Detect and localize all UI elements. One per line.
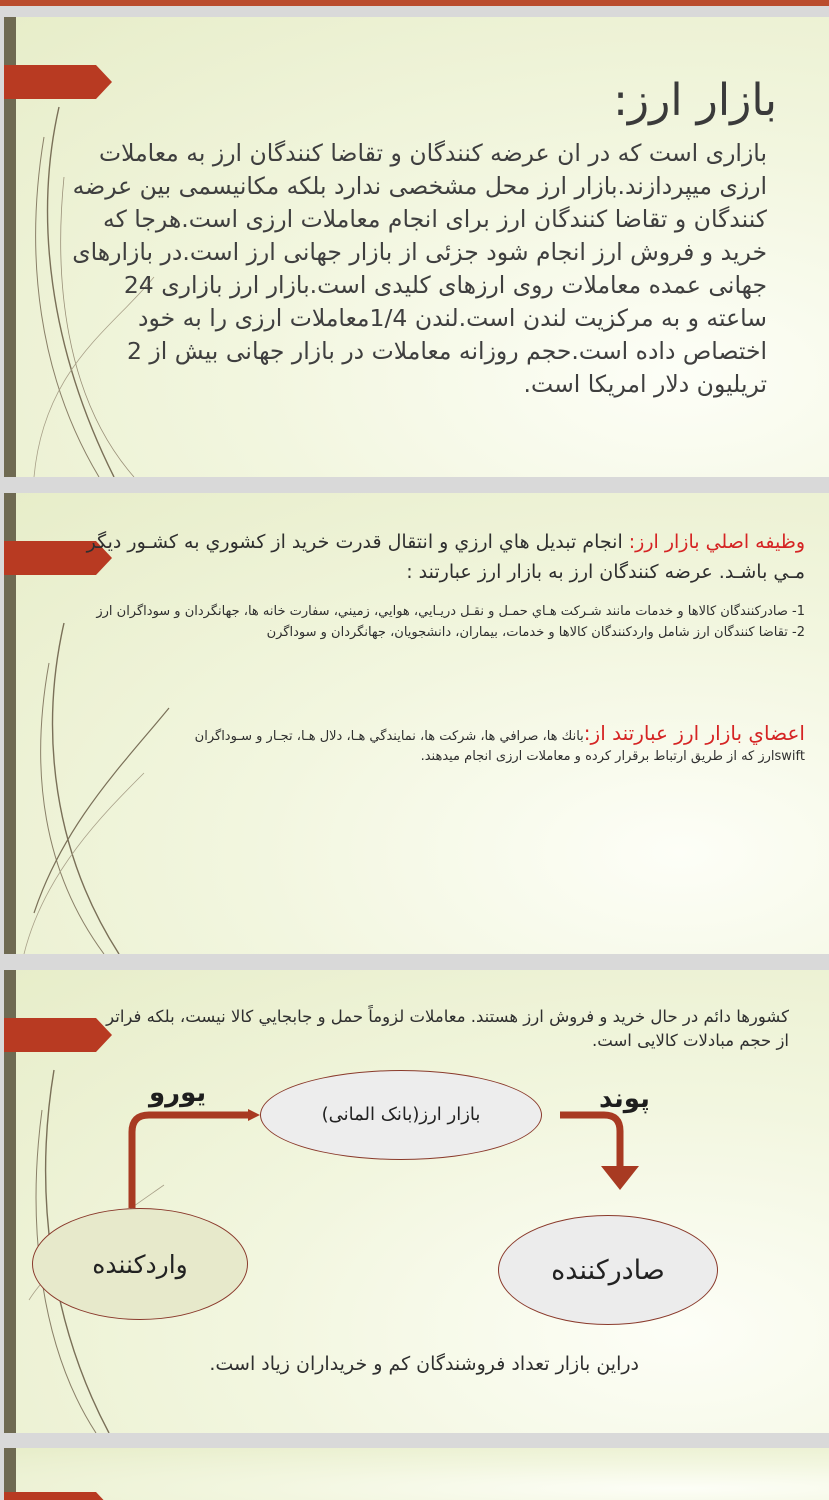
slide-title: بازار ارز:	[613, 75, 777, 126]
pound-label: پوند	[599, 1084, 650, 1114]
title-arrow-marker	[4, 65, 114, 99]
title-arrow-marker	[4, 1492, 114, 1500]
slide-3	[4, 970, 829, 1433]
list-item: 1- صادركنندگان كالاها و خدمات مانند شـركت هـاي حمـل و نقـل دريـايي، هوايي، زميني، سفارت خانه ها، جهانگردان و سوداگران ارز	[96, 604, 805, 619]
euro-label: یورو	[149, 1078, 207, 1108]
members-text-2: swiftارز که از طریق ارتباط برقرار کرده و معاملات ارزی انجام میدهند.	[420, 749, 805, 764]
supply-demand-list	[82, 601, 805, 643]
main-function-paragraph	[76, 527, 805, 587]
members-label: اعضاي بازار ارز عبارتند از:	[583, 721, 805, 745]
slide-4	[4, 1448, 829, 1500]
main-function-label: وظيفه اصلي بازار ارز:	[628, 531, 805, 553]
main-function-text: انجام تبديل هاي ارزي و انتقال قدرت خريد از كشوري به كشـور ديگر مـي باشـد. عرضه کنندگان ارز به بازار ارز عبارتند :	[86, 531, 805, 583]
intro-text: کشورها دائم در حال خرید و فروش ارز هستند. معاملات لزوماً حمل و جابجايي كالا نيست، بلكه فراتر از حجم مبادلات كالايی است.	[106, 1007, 789, 1050]
currency-market-bank-node: بازار ارز(بانک المانی)	[260, 1070, 542, 1160]
members-paragraph	[78, 723, 805, 767]
conclusion-text: دراین بازار تعداد فروشندگان کم و خریداران زیاد است.	[209, 1353, 639, 1375]
list-item: 2- تقاضا کنندگان ارز شامل واردكنندگان كالاها و خدمات، بيماران، دانشجويان، جهانگردان و سوداگرن	[266, 625, 805, 640]
top-accent-bar	[0, 0, 829, 6]
exporter-node: صادرکننده	[498, 1215, 718, 1325]
members-text: بانك ها، صرافي ها، شركت ها، نمايندگي هـا، دلال هـا، تجـار و سـوداگران	[194, 729, 584, 744]
slide-1	[4, 17, 829, 477]
slide-2	[4, 493, 829, 954]
importer-node: واردکننده	[32, 1208, 248, 1320]
slide-body-text: بازاری است که در ان عرضه کنندگان و تقاضا کنندگان ارز به معاملات ارزی میپردازند.بازار ارز محل مشخصی ندارد بلکه مکانیسمی بین عرضه کنندگان و تقاضا کنندگان ارز برای انجام معاملات ارزی است.هرجا که خرید و فروش ارز انجام شود جزئی از بازار جهانی ارز است.در بازارهای جهانی عمده معاملات روی ارزهای کلیدی است.بازار ارز بازاری 24 ساعته و به مرکزیت لندن است.لندن 1/4معاملات ارزی را به خود اختصاص داده است.حجم روزانه معاملات در بازار جهانی بیش از 2 تریلیون دلار امریکا است.	[72, 139, 767, 398]
